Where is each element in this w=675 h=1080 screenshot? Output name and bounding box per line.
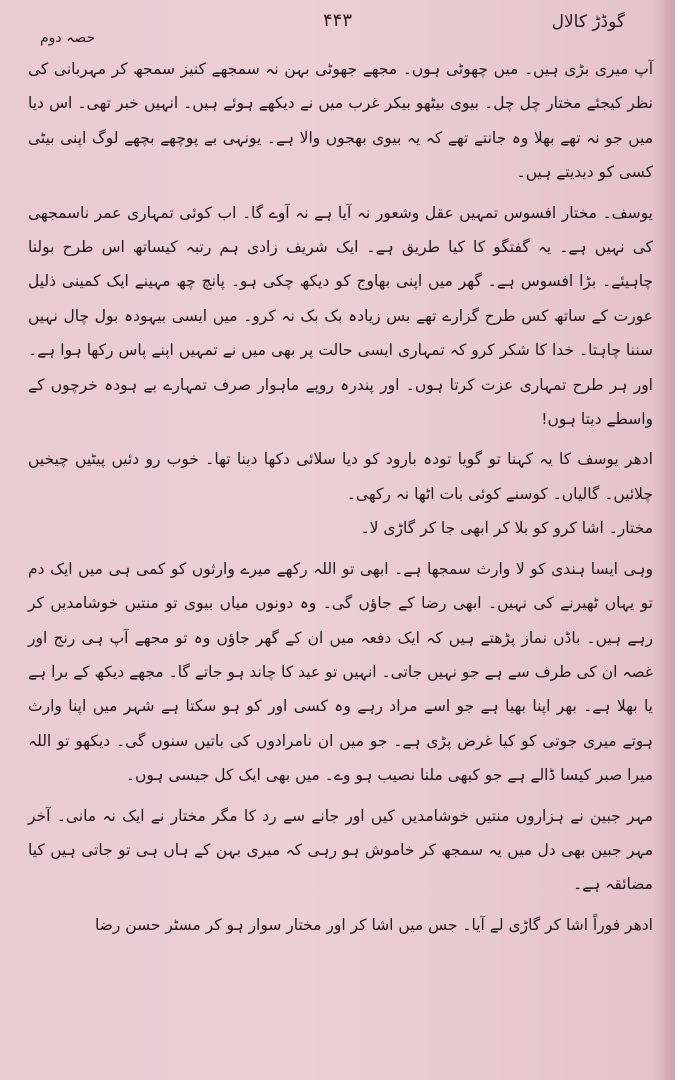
paragraph: یوسف۔ مختار افسوس تمہیں عقل وشعور نہ آیا ہے نہ آوے گا۔ اب کوئی تمہاری عمر ناسمجھی کی نہیں ہے۔ یہ گفتگو کا کیا طریق ہے۔ ایک شریف زادی ہم رتبہ کیساتھ اس طرح بولنا چاہیئے۔ بڑا افسوس ہے۔ گھر میں اپنی بھاوج کو دیکھ چکی ہو۔ پانچ چھ مہینے ایک کمینی ذلیل عورت کے ساتھ کس طرح گزارے تھے بس زیادہ بک بک نہ کرو۔ میں ایسی بیہودہ بول چال نہیں سننا چاہتا۔ خدا کا شکر کرو کہ تمہاری ایسی حالت پر بھی میں نے تمہیں اپنے پاس رکھا ہوا ہے۔ اور ہر طرح تمہاری عزت کرتا ہوں۔ اور پندرہ روپے ماہوار صرف تمہارے بے ہودہ خرچوں کے واسطے دیتا ہوں! bbox=[28, 203, 653, 429]
page-edge-shadow bbox=[653, 0, 675, 1080]
paragraph: ادھر فوراً اشا کر گاڑی لے آیا۔ جس میں اشا کر اور مختار سوار ہو کر مسٹر حسن رضا bbox=[94, 915, 653, 934]
paragraph: آپ میری بڑی ہیں۔ میں چھوٹی ہوں۔ مجھے جھوٹی بہن نہ سمجھے کنیز سمجھ کر مہربانی کی نظر کیجئے مختار چل چل۔ بیوی بیٹھو بیکر غرب میں نے دیکھے ہوئے ہیں۔ انہیں خبر تھی۔ اس دیا میں جو نہ تھے بھلا وہ جانتے تھے کہ یہ بیوی بھجوں والا ہے۔ یونہی بے پوچھے بچھے لوگ اپنی بیٹی کسی کو دیدیتے ہیں۔ bbox=[28, 60, 653, 182]
paragraph: مختار۔ اشا کرو کو بلا کر ابھی جا کر گاڑی لا۔ bbox=[360, 519, 653, 538]
paragraph: مہر جبین نے ہزاروں منتیں خوشامدیں کیں اور جانے سے رد کا مگر مختار نے ایک نہ مانی۔ آخر مہر جبین بھی دل میں یہ سمجھ کر خاموش ہو رہی کہ میری بہن کے ہاں ہی تو جاتی ہیں کیا مضائقہ ہے۔ bbox=[28, 806, 653, 894]
running-title: گوڈڑ کالال bbox=[551, 12, 625, 32]
paragraph: ادھر یوسف کا یہ کہنا تو گویا تودہ بارود کو دیا سلائی دکھا دینا تھا۔ خوب رو دئیں پیٹیں چیخیں چلائیں۔ گالیاں۔ کوسنے کوئی بات اٹھا نہ رکھی۔ bbox=[28, 450, 653, 503]
page-number: ۴۴۳ bbox=[322, 10, 353, 31]
page-body bbox=[28, 52, 653, 942]
volume-label: حصہ دوم bbox=[40, 30, 96, 46]
page-header bbox=[40, 8, 635, 48]
paragraph: وہی ایسا ہندی کو لا وارث سمجھا ہے۔ ابھی تو اللہ رکھے میرے وارثوں کو کمی ہی میں ایک دم تو یہاں ٹھیرنے کی نہیں۔ ابھی رضا کے جاؤں گی۔ وہ دونوں میاں بیوی تو منتیں خوشامدیں کر رہے ہیں۔ باڈں نماز پڑھتے ہیں کہ ایک دفعہ میں ان کے گھر جاؤں وہ تو مجھے آپ ہی رنج اور غصہ ان کی طرف سے ہے جو نہیں جاتی۔ انہیں تو عید کا چاند ہو جاتے گا۔ مجھے دیکھ کے برا ہے یا بھلا ہے۔ بھر اپنا بھیا ہے جو اسے مراد رہے وہ کسی اور کو ہو سکتا ہے شہر میں اپنا وارث ہوتے میری جوتی کو کیا غرض پڑی ہے۔ جو میں ان نامرادوں کی باتیں سنوں گی۔ دیکھو تو اللہ میرا صبر کیسا ڈالے ہے جو کبھی ملنا نصیب ہو وے۔ میں بھی ایک کل جیسی ہوں۔ bbox=[28, 559, 653, 785]
